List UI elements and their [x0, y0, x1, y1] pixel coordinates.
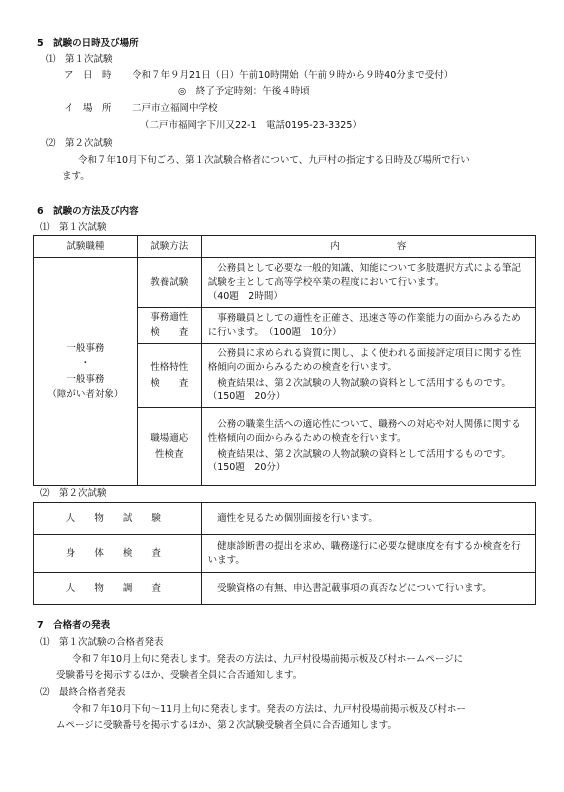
exam-content-cell: 適性を見るため個別面接を行います。 — [201, 503, 535, 535]
exam-content-cell: 受験資格の有無、申込書記載事項の真否などについて行います。 — [201, 573, 535, 605]
second-exam-text-line2: ます。 — [62, 171, 90, 182]
first-result-line2: 受験番号を掲示するほか、受験者全員に合否通知します。 — [56, 670, 303, 681]
final-result-line1: 令和７年10月下旬～11月上旬に発表します。発表の方法は、九戸村役場前掲示板及び村ホー — [72, 704, 466, 715]
first-exam-table-label: ⑴ 第１次試験 — [40, 222, 107, 233]
second-exam-table — [33, 502, 536, 605]
date-label: ア 日 時 — [64, 70, 112, 81]
content-cell: 公務の職業生活への適応性について、職務への対応や対人関係に関する性格傾向の面からみるための検査を行います。 検査結果は、第２次試験の人物試験の資料として活用するものです。（150題 20分） — [201, 408, 535, 486]
exam-content-cell: 健康診断書の提出を求め、職務遂行に必要な健康度を有するか検査を行います。 — [201, 535, 535, 573]
exam-name-cell: 身 体 検 査 — [34, 535, 202, 573]
first-exam-table — [33, 235, 536, 486]
second-exam-label: ⑵ 第２次試験 — [46, 138, 113, 149]
header-job-type: 試験職種 — [34, 236, 138, 258]
section-5-heading: 5 試験の日時及び場所 — [37, 38, 139, 49]
first-result-line1: 令和７年10月上旬に発表します。発表の方法は、九戸村役場前掲示板及び村ホームページに — [72, 654, 464, 665]
exam-name-cell: 人 物 試 験 — [34, 503, 202, 535]
place-address: （二戸市福岡字下川又22-1 電話0195-23-3325） — [140, 120, 362, 131]
first-exam-label: ⑴ 第１次試験 — [46, 54, 113, 65]
section-6-heading: 6 試験の方法及び内容 — [37, 206, 139, 217]
method-cell: 事務適性 検 査 — [137, 308, 201, 344]
second-exam-table-label: ⑵ 第２次試験 — [40, 488, 107, 499]
exam-name-cell: 人 物 調 査 — [34, 573, 202, 605]
header-content: 内 容 — [201, 236, 535, 258]
place-value: 二戸市立福岡中学校 — [132, 103, 218, 114]
method-cell: 教養試験 — [137, 258, 201, 308]
final-result-label: ⑵ 最終合格者発表 — [40, 687, 126, 698]
method-cell: 職場適応 性検査 — [137, 408, 201, 486]
first-result-label: ⑴ 第１次試験の合格者発表 — [40, 637, 164, 648]
end-time-note: ◎ 終了予定時刻：午後４時頃 — [178, 86, 310, 97]
section-7-heading: 7 合格者の発表 — [37, 620, 111, 631]
content-cell: 事務職員としての適性を正確さ、迅速さ等の作業能力の面からみるために行います。 （100題 10分） — [201, 308, 535, 344]
place-label: イ 場 所 — [64, 103, 112, 114]
final-result-line2: ムページに受験番号を掲示するほか、第２次試験受験者全員に合否通知します。 — [56, 720, 398, 731]
header-method: 試験方法 — [137, 236, 201, 258]
method-cell: 性格特性 検 査 — [137, 344, 201, 408]
date-value: 令和７年９月21日（日）午前10時開始（午前９時から９時40分まで受付） — [132, 70, 454, 81]
second-exam-text-line1: 令和７年10月下旬ごろ、第１次試験合格者について、九戸村の指定する日時及び場所で行い — [78, 155, 470, 166]
content-cell: 公務員として必要な一般的知識、知能について多肢選択方式による筆記試験を主として高等学校卒業の程度において行います。 （40題 2時間） — [201, 258, 535, 308]
content-cell: 公務員に求められる資質に関し、よく使われる面接評定項目に関する性格傾向の面からみるための検査を行います。 検査結果は、第２次試験の人物試験の資料として活用するものです。（150題 20分） — [201, 344, 535, 408]
job-type-cell: 一般事務 ・ 一般事務 （障がい者対象） — [34, 258, 138, 486]
